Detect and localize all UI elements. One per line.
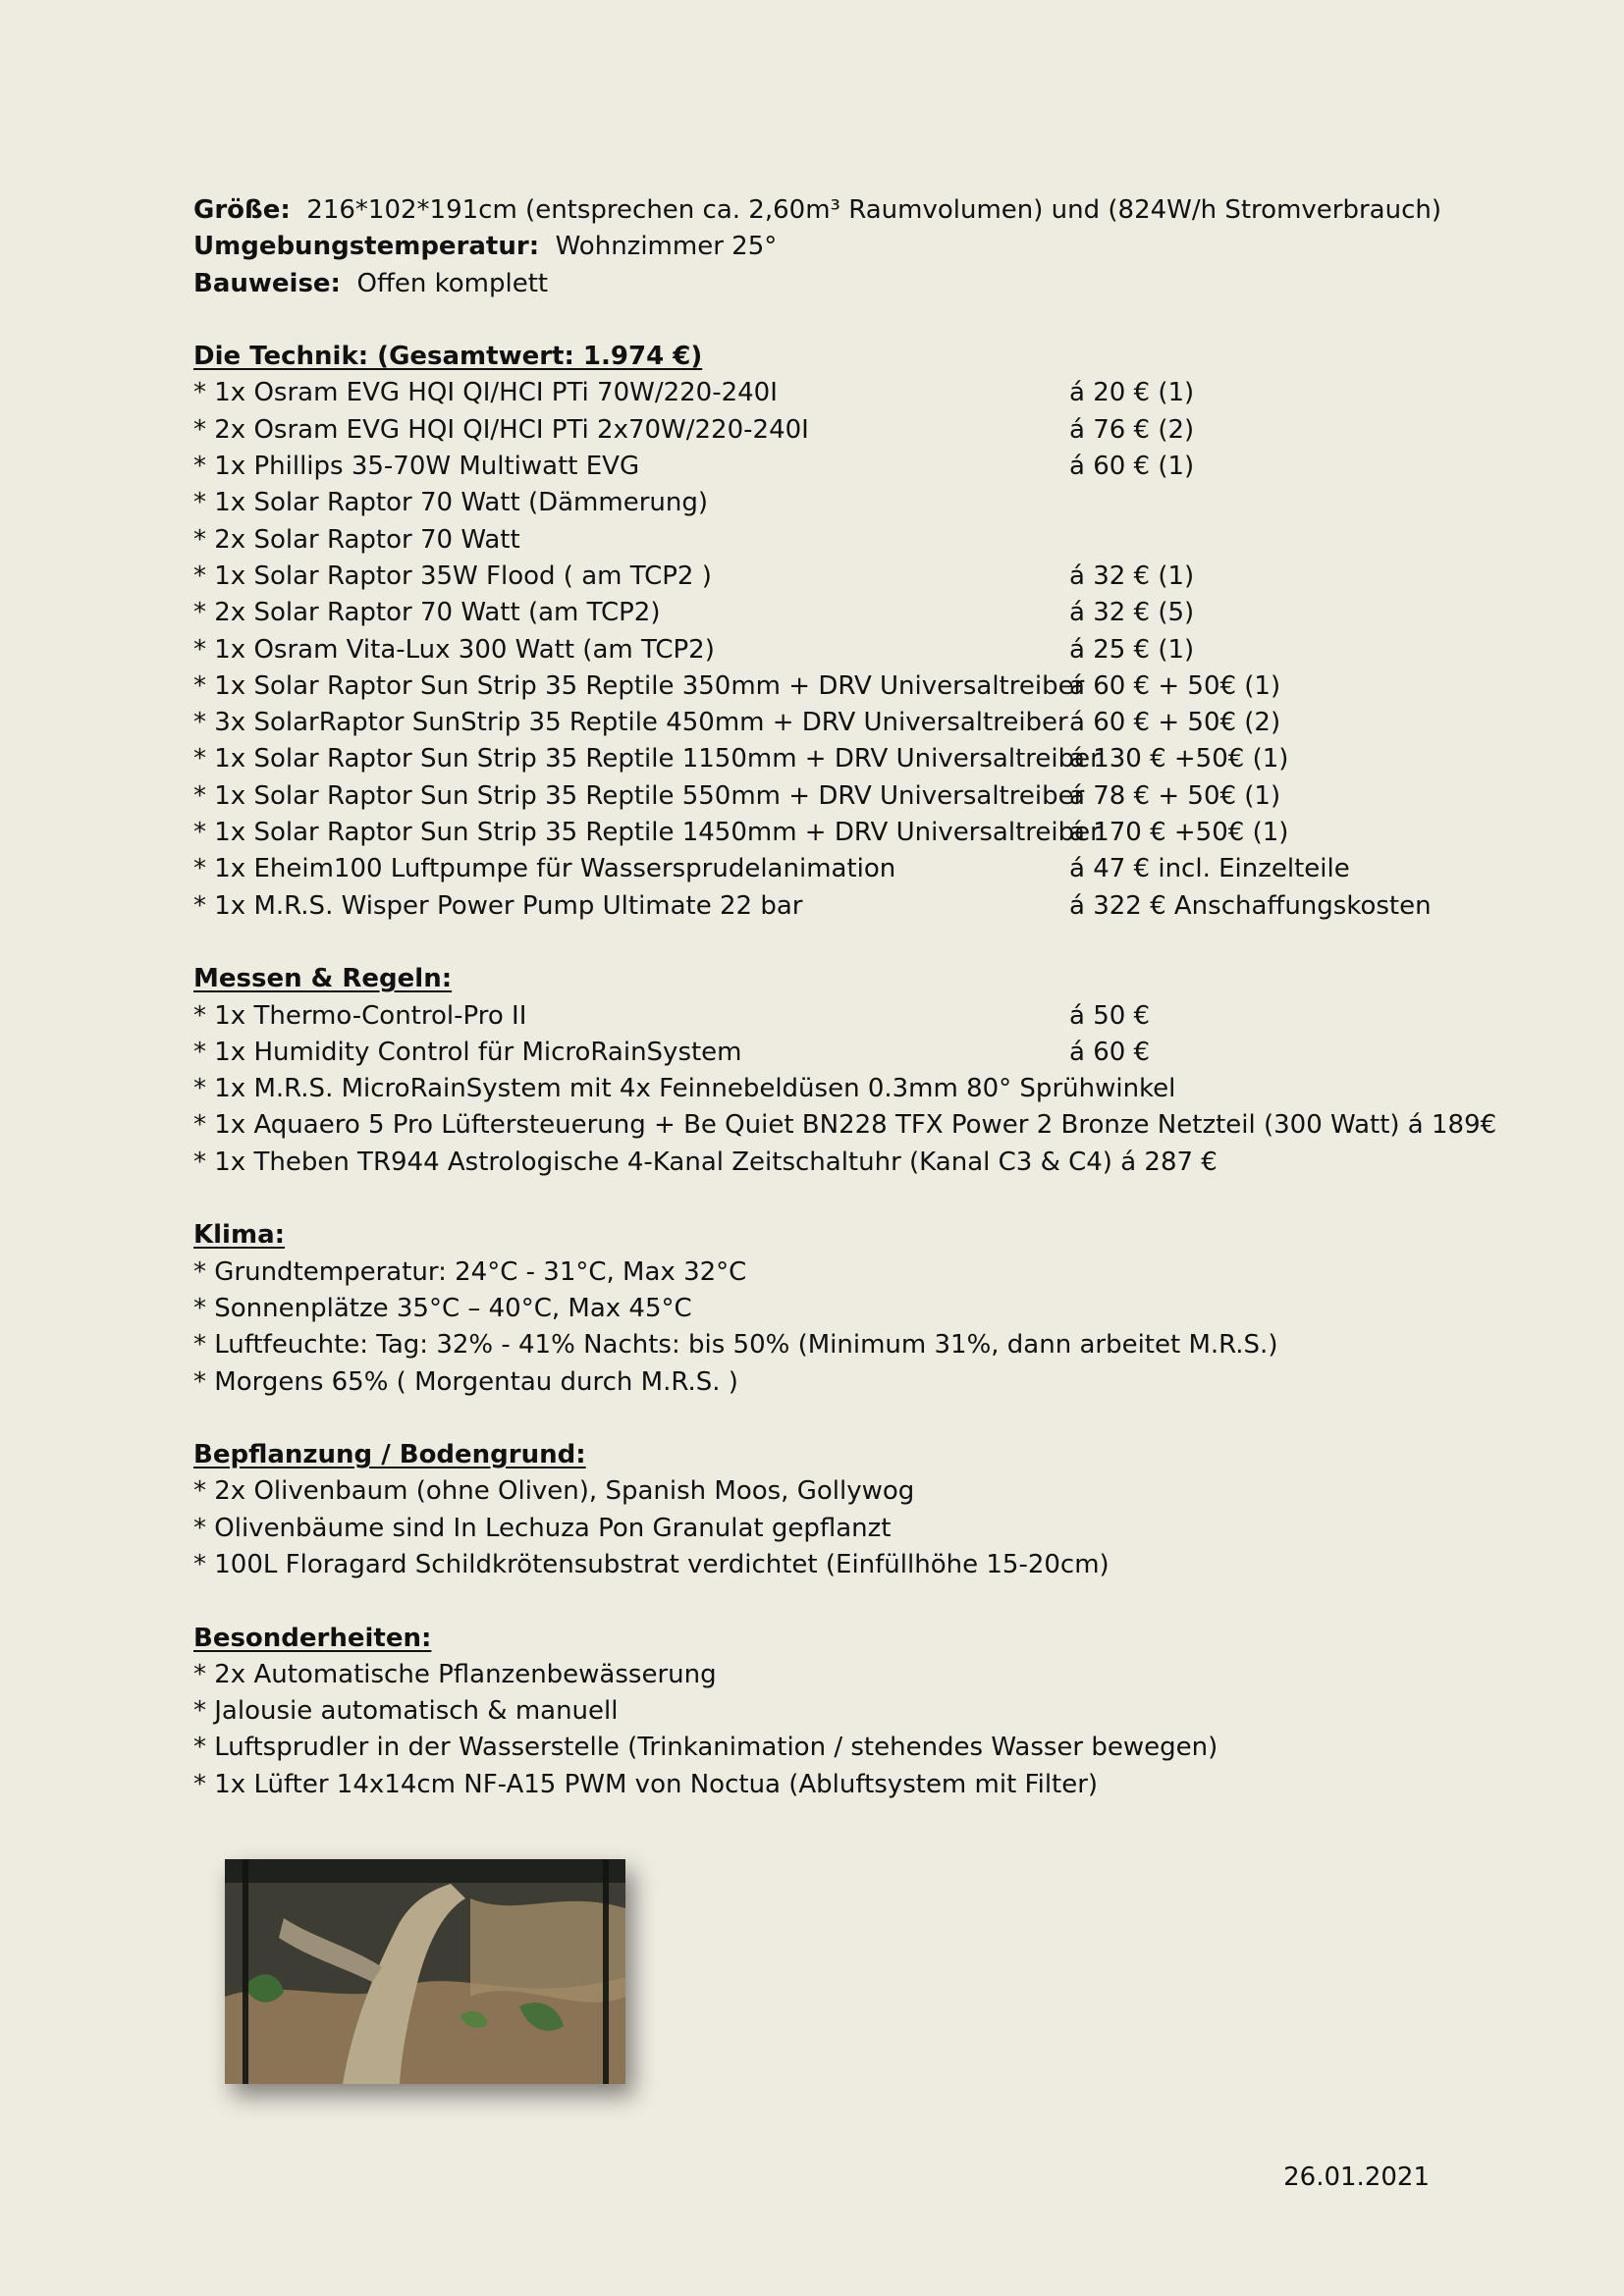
- size-value: 216*102*191cm (entsprechen ca. 2,60m³ Raumvolumen) und (824W/h Stromverbrauch): [306, 195, 1442, 225]
- messen-item-price: á 50 €: [1069, 1000, 1151, 1031]
- messen-item: [193, 998, 1450, 1035]
- bepflanzung-list: [193, 1473, 1450, 1583]
- technik-item: [193, 522, 1450, 559]
- technik-item-price: á 20 € (1): [1069, 378, 1195, 408]
- messen-list: [193, 998, 1497, 1181]
- technik-item: [193, 375, 1450, 411]
- technik-item-text: * 1x Solar Raptor Sun Strip 35 Reptile 550mm + DRV Universaltreiber: [193, 780, 1085, 811]
- technik-item-text: * 1x Phillips 35-70W Multiwatt EVG: [193, 452, 640, 482]
- besonderheiten-list: [193, 1657, 1450, 1803]
- klima-item: * Sonnenplätze 35°C – 40°C, Max 45°C: [193, 1293, 692, 1323]
- build-value: Offen komplett: [356, 268, 549, 298]
- technik-item-text: * 2x Solar Raptor 70 Watt (am TCP2): [193, 598, 661, 628]
- technik-item-price: á 32 € (1): [1069, 561, 1195, 591]
- ambient-label: Umgebungstemperatur:: [193, 232, 540, 262]
- technik-item-price: á 47 € incl. Einzelteile: [1069, 854, 1350, 884]
- technik-item-price: á 322 € Anschaffungskosten: [1069, 890, 1432, 921]
- bepflanzung-item: * 100L Floragard Schildkrötensubstrat verdichtet (Einfüllhöhe 15-20cm): [193, 1549, 1110, 1579]
- technik-item-text: * 1x Solar Raptor 70 Watt (Dämmerung): [193, 488, 708, 518]
- bepflanzung-title: Bepflanzung / Bodengrund:: [193, 1440, 586, 1470]
- besonderheiten-item: * Luftsprudler in der Wasserstelle (Trinkanimation / stehendes Wasser bewegen): [193, 1733, 1218, 1763]
- terrarium-photo: [225, 1859, 625, 2084]
- messen-section: [193, 961, 1450, 997]
- technik-item-price: á 130 € +50€ (1): [1069, 744, 1289, 774]
- technik-item-price: á 170 € +50€ (1): [1069, 818, 1289, 848]
- technik-item-text: * 1x Solar Raptor 35W Flood ( am TCP2 ): [193, 561, 712, 591]
- technik-item-price: á 32 € (5): [1069, 598, 1195, 628]
- ambient-line: [193, 229, 1450, 265]
- technik-item-text: * 1x Osram EVG HQI QI/HCI PTi 70W/220-240I: [193, 378, 778, 408]
- document-date: 26.01.2021: [1283, 2163, 1430, 2192]
- messen-item: [193, 1107, 1497, 1144]
- technik-item-price: á 25 € (1): [1069, 634, 1195, 665]
- messen-item-text: * 1x Thermo-Control-Pro II: [193, 1000, 527, 1031]
- messen-item: [193, 1071, 1450, 1107]
- size-line: [193, 192, 1450, 229]
- bepflanzung-section: [193, 1437, 1450, 1473]
- technik-item-text: * 3x SolarRaptor SunStrip 35 Reptile 450mm + DRV Universaltreiber: [193, 708, 1068, 738]
- klima-item: * Luftfeuchte: Tag: 32% - 41% Nachts: bis 50% (Minimum 31%, dann arbeitet M.R.S.): [193, 1330, 1278, 1361]
- messen-item-text: * 1x M.R.S. MicroRainSystem mit 4x Feinnebeldüsen 0.3mm 80° Sprühwinkel: [193, 1074, 1176, 1104]
- besonderheiten-item: * Jalousie automatisch & manuell: [193, 1696, 619, 1727]
- technik-item-text: * 1x Solar Raptor Sun Strip 35 Reptile 1150mm + DRV Universaltreiber: [193, 744, 1101, 774]
- technik-item: [193, 815, 1450, 851]
- klima-section: [193, 1217, 1450, 1254]
- technik-item: [193, 851, 1450, 887]
- messen-title: Messen & Regeln:: [193, 964, 453, 994]
- bepflanzung-item: * 2x Olivenbaum (ohne Oliven), Spanish Moos, Gollywog: [193, 1476, 915, 1507]
- technik-item-text: * 1x Solar Raptor Sun Strip 35 Reptile 1450mm + DRV Universaltreiber: [193, 818, 1101, 848]
- klima-title: Klima:: [193, 1220, 286, 1251]
- technik-item: [193, 778, 1450, 815]
- technik-item-price: á 60 € + 50€ (1): [1069, 670, 1281, 701]
- technik-item: [193, 705, 1450, 741]
- technik-item-text: * 2x Osram EVG HQI QI/HCI PTi 2x70W/220-240I: [193, 414, 809, 445]
- build-line: [193, 266, 1450, 302]
- technik-item: [193, 668, 1450, 705]
- messen-item-text: * 1x Humidity Control für MicroRainSystem: [193, 1037, 742, 1067]
- ambient-value: Wohnzimmer 25°: [555, 232, 778, 262]
- messen-item: [193, 1145, 1450, 1181]
- technik-item-text: * 1x Eheim100 Luftpumpe für Wassersprudelanimation: [193, 854, 896, 884]
- technik-list: [193, 375, 1450, 924]
- technik-item: [193, 449, 1450, 485]
- besonderheiten-item: * 2x Automatische Pflanzenbewässerung: [193, 1659, 717, 1689]
- technik-section: [193, 339, 1450, 375]
- technik-item-price: á 78 € + 50€ (1): [1069, 780, 1281, 811]
- klima-item: * Grundtemperatur: 24°C - 31°C, Max 32°C: [193, 1256, 747, 1287]
- klima-item: * Morgens 65% ( Morgentau durch M.R.S. ): [193, 1366, 738, 1397]
- bepflanzung-item: * Olivenbäume sind In Lechuza Pon Granulat gepflanzt: [193, 1513, 892, 1543]
- technik-item-text: * 1x Osram Vita-Lux 300 Watt (am TCP2): [193, 634, 715, 665]
- technik-item: [193, 559, 1450, 595]
- technik-item-text: * 2x Solar Raptor 70 Watt: [193, 524, 520, 555]
- build-label: Bauweise:: [193, 268, 341, 298]
- besonderheiten-section: [193, 1621, 1450, 1657]
- technik-title: Die Technik: (Gesamtwert: 1.974 €): [193, 342, 703, 372]
- klima-list: [193, 1255, 1450, 1401]
- size-label: Größe:: [193, 195, 291, 225]
- technik-item: [193, 412, 1450, 449]
- technik-item: [193, 632, 1450, 668]
- besonderheiten-title: Besonderheiten:: [193, 1623, 432, 1653]
- terrarium-photo-image: [225, 1859, 625, 2084]
- technik-item: [193, 595, 1450, 631]
- technik-item-text: * 1x Solar Raptor Sun Strip 35 Reptile 350mm + DRV Universaltreiber: [193, 670, 1085, 701]
- technik-item-text: * 1x M.R.S. Wisper Power Pump Ultimate 22 bar: [193, 890, 803, 921]
- technik-item-price: á 76 € (2): [1069, 414, 1195, 445]
- document-body: [193, 192, 1497, 1803]
- technik-item: [193, 888, 1450, 925]
- technik-item: [193, 485, 1450, 521]
- messen-item-text: * 1x Theben TR944 Astrologische 4-Kanal Zeitschaltuhr (Kanal C3 & C4) á 287 €: [193, 1147, 1218, 1177]
- messen-item-text: * 1x Aquaero 5 Pro Lüftersteuerung + Be Quiet BN228 TFX Power 2 Bronze Netzteil (300 Watt) á 189€: [193, 1110, 1497, 1141]
- messen-item-price: á 60 €: [1069, 1037, 1151, 1067]
- messen-item: [193, 1035, 1450, 1071]
- besonderheiten-item: * 1x Lüfter 14x14cm NF-A15 PWM von Noctua (Abluftsystem mit Filter): [193, 1769, 1099, 1799]
- technik-item-price: á 60 € (1): [1069, 452, 1195, 482]
- technik-item: [193, 741, 1450, 777]
- technik-item-price: á 60 € + 50€ (2): [1069, 708, 1281, 738]
